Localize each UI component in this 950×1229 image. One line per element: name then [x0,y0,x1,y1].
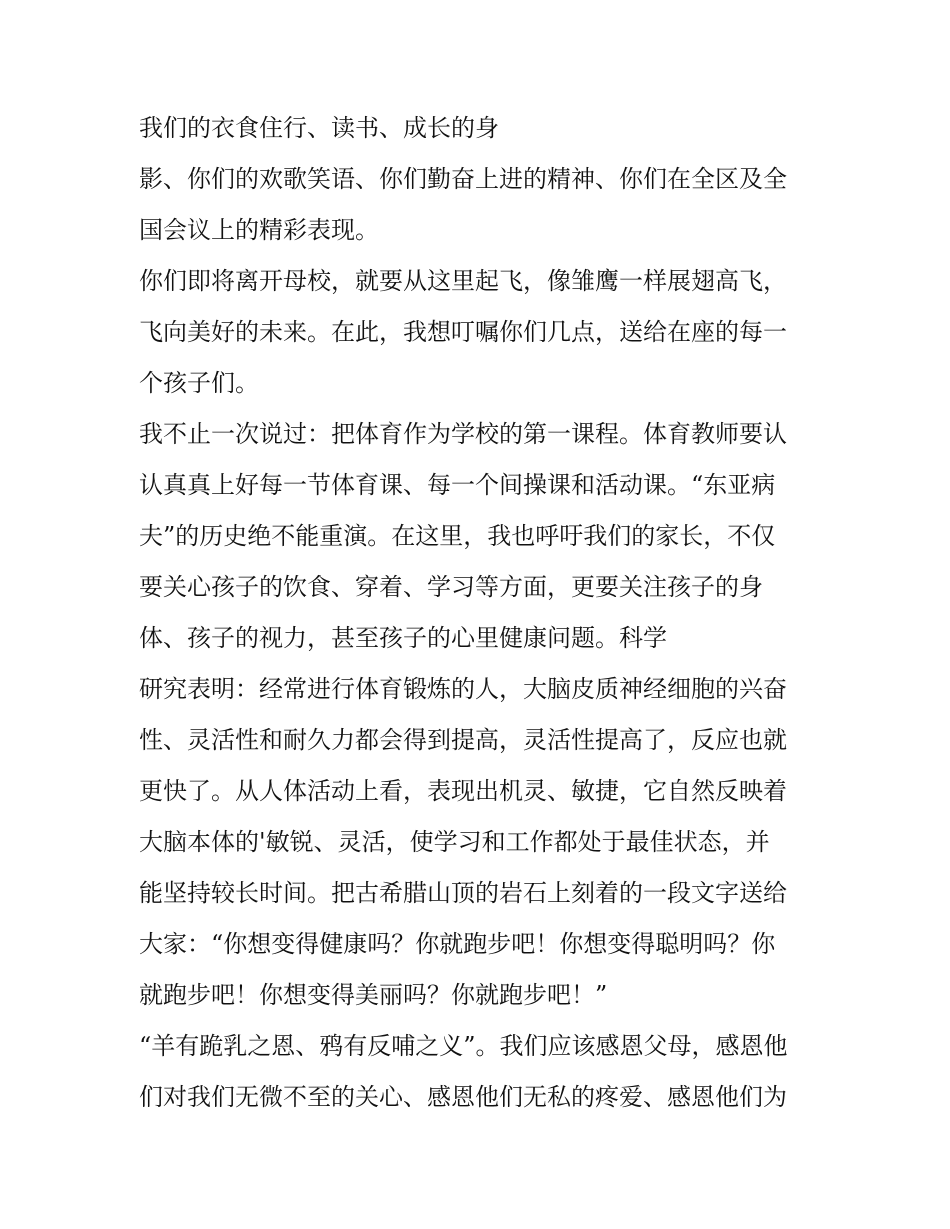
text-line: 影、你们的欢歌笑语、你们勤奋上进的精神、你们在全区及全 [139,165,787,193]
text-line: 们对我们无微不至的关心、感恩他们无私的疼爱、感恩他们为 [139,1083,787,1111]
text-line: 国会议上的精彩表现。 [139,216,379,244]
text-line: 性、灵活性和耐久力都会得到提高，灵活性提高了，反应也就 [139,726,787,754]
text-line: 大脑本体的'敏锐、灵活，使学习和工作都处于最佳状态，并 [139,828,770,856]
text-line: 就跑步吧！你想变得美丽吗？你就跑步吧！” [139,981,608,1009]
text-line: 个孩子们。 [139,369,259,397]
text-line: 你们即将离开母校，就要从这里起飞，像雏鹰一样展翅高飞， [139,267,787,295]
text-line: “羊有跪乳之恩、鸦有反哺之义”。我们应该感恩父母，感恩他 [139,1032,788,1060]
text-line: 能坚持较长时间。把古希腊山顶的岩石上刻着的一段文字送给 [139,879,787,907]
text-line: 大家：“你想变得健康吗？你就跑步吧！你想变得聪明吗？你 [139,930,776,958]
text-line: 要关心孩子的饮食、穿着、学习等方面，更要关注孩子的身 [139,573,763,601]
text-line: 我不止一次说过：把体育作为学校的第一课程。体育教师要认 [139,420,787,448]
text-line: 飞向美好的未来。在此，我想叮嘱你们几点，送给在座的每一 [139,318,787,346]
text-line: 我们的衣食住行、读书、成长的身 [139,114,499,142]
text-line: 夫”的历史绝不能重演。在这里，我也呼吁我们的家长，不仅 [139,522,776,550]
text-line: 体、孩子的视力，甚至孩子的心里健康问题。科学 [139,624,667,652]
text-line: 认真真上好每一节体育课、每一个间操课和活动课。“东亚病 [139,471,776,499]
text-line: 更快了。从人体活动上看，表现出机灵、敏捷，它自然反映着 [139,777,787,805]
body-text [139,108,829,1128]
text-line: 研究表明：经常进行体育锻炼的人，大脑皮质神经细胞的兴奋 [139,675,787,703]
